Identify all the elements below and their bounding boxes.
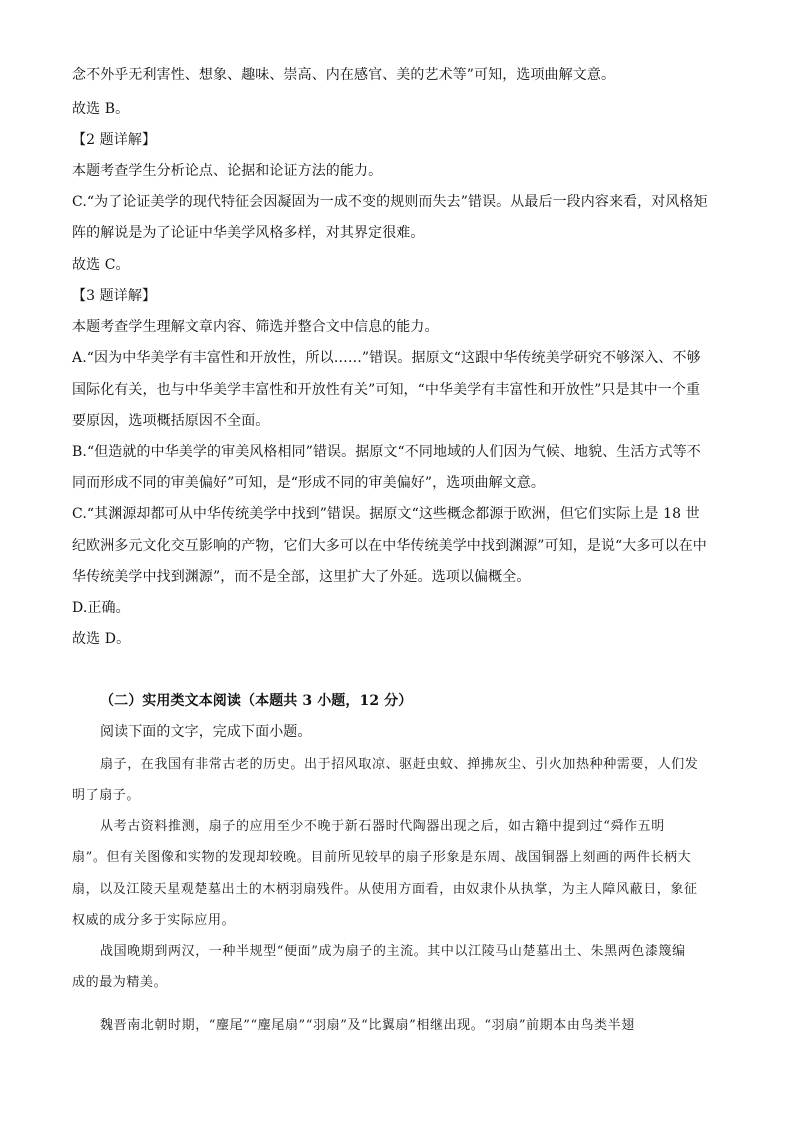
- passage-line: 扇子，在我国有非常古老的历史。出于招风取凉、驱赶虫蚊、掸拂灰尘、引火加热种种需要，人们发: [100, 757, 699, 772]
- answer-line: 要原因，选项概括原因不全面。: [72, 413, 270, 429]
- passage-line: 权威的成分多于实际应用。: [72, 913, 236, 928]
- answer-line: C.“其渊源却都可从中华传统美学中找到”错误。据原文“这些概念都源于欧洲，但它们实际上是 18 世: [72, 506, 700, 522]
- passage-line: 明了扇子。: [72, 788, 141, 803]
- passage-line: 从考古资料推测，扇子的应用至少不晚于新石器时代陶器出现之后，如古籍中提到过“舜作五明: [100, 819, 665, 834]
- answer-choice: 故选 D。: [72, 631, 131, 647]
- section-instruction: 阅读下面的文字，完成下面小题。: [100, 724, 312, 740]
- answer-line: A.“因为中华美学有丰富性和开放性，所以……”错误。据原文“这跟中华传统美学研究不够深入、不够: [72, 350, 701, 366]
- answer-line: 阵的解说是为了论证中华美学风格多样，对其界定很难。: [72, 225, 425, 241]
- answer-choice: 故选 B。: [72, 101, 130, 117]
- passage-line: 扇，以及江陵天星观楚墓出土的木柄羽扇残件。从使用方面看，由奴隶仆从执掌，为主人障风蔽日，象征: [72, 882, 698, 897]
- answer-line: 国际化有关，也与中华美学丰富性和开放性有关”可知，“中华美学有丰富性和开放性”只是其中一个重: [72, 382, 701, 398]
- question-heading: 【3 题详解】: [72, 288, 157, 304]
- answer-line: 念不外乎无利害性、想象、趣味、崇高、内在感官、美的艺术等”可知，选项曲解文意。: [72, 67, 616, 83]
- answer-line: 华传统美学中找到渊源”，而不是全部，这里扩大了外延。选项以偏概全。: [72, 569, 531, 585]
- answer-line: 纪欧洲多元文化交互影响的产物，它们大多可以在中华传统美学中找到渊源”可知，是说“大多可以在中: [72, 538, 707, 554]
- answer-line: B.“但造就的中华美学的审美风格相同”错误。据原文“不同地域的人们因为气候、地貌、生活方式等不: [72, 444, 701, 460]
- passage-line: 战国晚期到两汉，一种半规型“便面”成为扇子的主流。其中以江陵马山楚墓出土、朱黑两色漆篾编: [100, 944, 686, 959]
- passage-line: 扇”。但有关图像和实物的发现却较晚。目前所见较早的扇子形象是东周、战国铜器上刻画的两件长柄大: [72, 850, 692, 865]
- section-heading: （二）实用类文本阅读（本题共 3 小题，12 分）: [100, 693, 413, 709]
- answer-line: 同而形成不同的审美偏好”可知，是“形成不同的审美偏好”，选项曲解文意。: [72, 475, 545, 491]
- answer-choice: 故选 C。: [72, 257, 130, 273]
- question-heading: 【2 题详解】: [72, 132, 157, 148]
- answer-line: D.正确。: [72, 600, 130, 616]
- answer-line: C.“为了论证美学的现代特征会因凝固为一成不变的规则而失去”错误。从最后一段内容来看，对风格矩: [72, 194, 708, 210]
- answer-line: 本题考查学生理解文章内容、筛选并整合文中信息的能力。: [72, 319, 439, 335]
- passage-line: 成的最为精美。: [72, 975, 168, 990]
- answer-line: 本题考查学生分析论点、论据和论证方法的能力。: [72, 163, 383, 179]
- passage-line: 魏晋南北朝时期，“麈尾”“麈尾扇”“羽扇”及“比翼扇”相继出现。“羽扇”前期本由鸟类半翅: [100, 1018, 635, 1033]
